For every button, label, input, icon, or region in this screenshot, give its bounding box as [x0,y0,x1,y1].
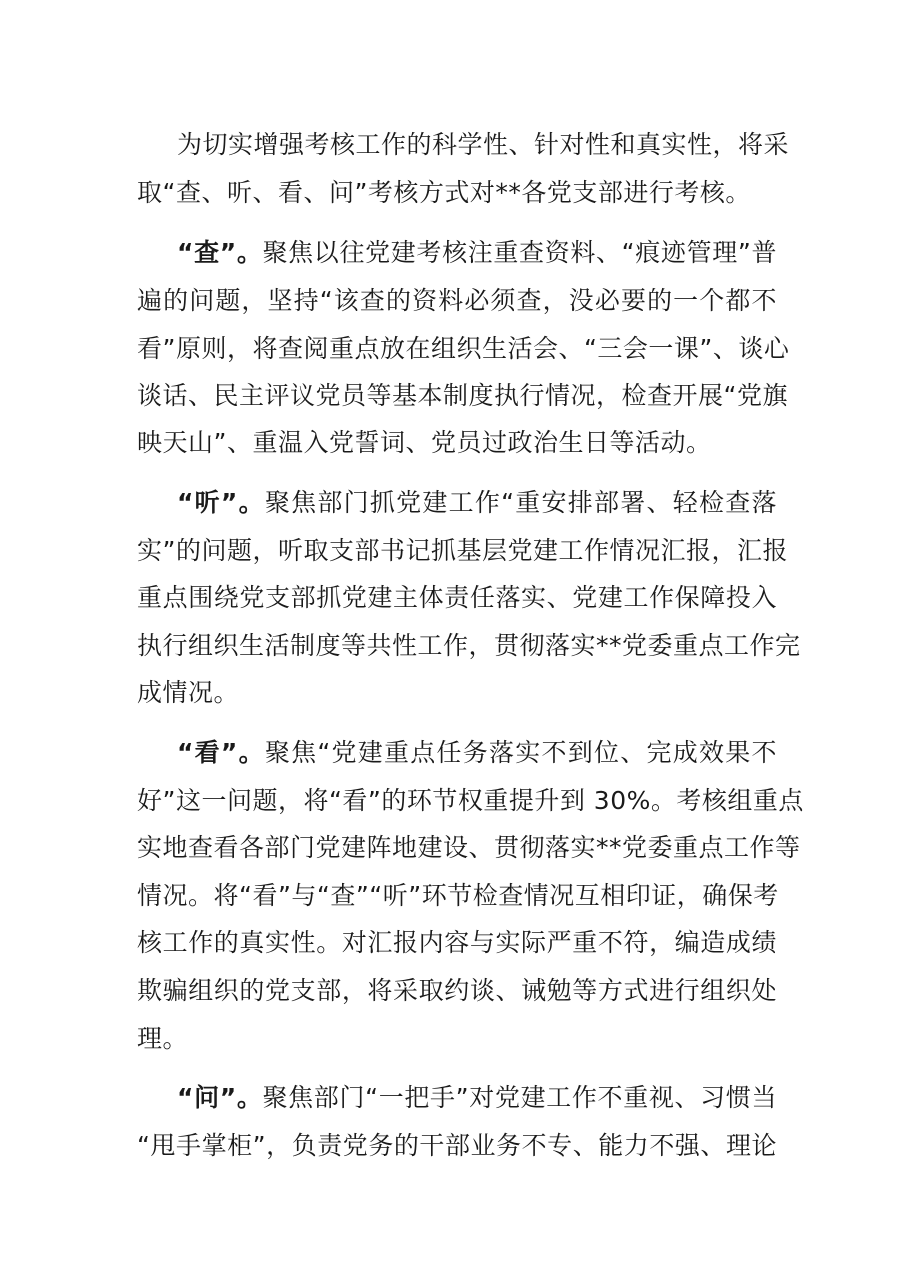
section-heading: “听”。 [177,488,265,517]
text-span: 聚焦以往党建考核注重查资料、“痕迹管理”普 [262,238,777,267]
text-line [177,488,777,518]
text-line: 欺骗组织的党支部，将采取约谈、诫勉等方式进行组织处 [137,976,777,1005]
text-line: 为切实增强考核工作的科学性、针对性和真实性，将采 [177,130,790,159]
text-line [177,1083,777,1113]
text-span: 聚焦部门“一把手”对党建工作不重视、习惯当 [262,1083,777,1112]
text-line: 核工作的真实性。对汇报内容与实际严重不符，编造成绩 [137,928,777,957]
text-line: 情况。将“看”与“查”“听”环节检查情况互相印证，确保考 [137,881,779,910]
section-heading: “查”。 [177,238,263,267]
text-line: 好”这一问题，将“看”的环节权重提升到 30%。考核组重点 [137,786,804,815]
text-line: 遍的问题，坚持“该查的资料必须查，没必要的一个都不 [137,286,777,315]
text-line: 实地查看各部门党建阵地建设、贯彻落实**党委重点工作等 [137,833,801,862]
text-line: 执行组织生活制度等共性工作，贯彻落实**党委重点工作完 [137,631,801,660]
text-line: 取“查、听、看、问”考核方式对**各党支部进行考核。 [137,178,751,207]
text-line [177,238,777,268]
text-line: 成情况。 [137,678,240,707]
text-line: “甩手掌柜”，负责党务的干部业务不专、能力不强、理论 [137,1131,777,1160]
text-line [177,738,777,768]
text-line: 看”原则，将查阅重点放在组织生活会、“三会一课”、谈心 [137,334,790,363]
text-line: 映天山”、重温入党誓词、党员过政治生日等活动。 [137,428,712,457]
text-line: 理。 [137,1024,189,1053]
text-line: 实”的问题，听取支部书记抓基层党建工作情况汇报，汇报 [137,536,788,565]
text-span: 聚焦部门抓党建工作“重安排部署、轻检查落 [264,488,777,517]
text-line: 重点围绕党支部抓党建主体责任落实、党建工作保障投入 [137,583,777,612]
text-line: 谈话、民主评议党员等基本制度执行情况，检查开展“党旗 [137,381,788,410]
text-span: 聚焦“党建重点任务落实不到位、完成效果不 [264,738,777,767]
section-heading: “看”。 [177,738,265,767]
section-heading: “问”。 [177,1083,263,1112]
